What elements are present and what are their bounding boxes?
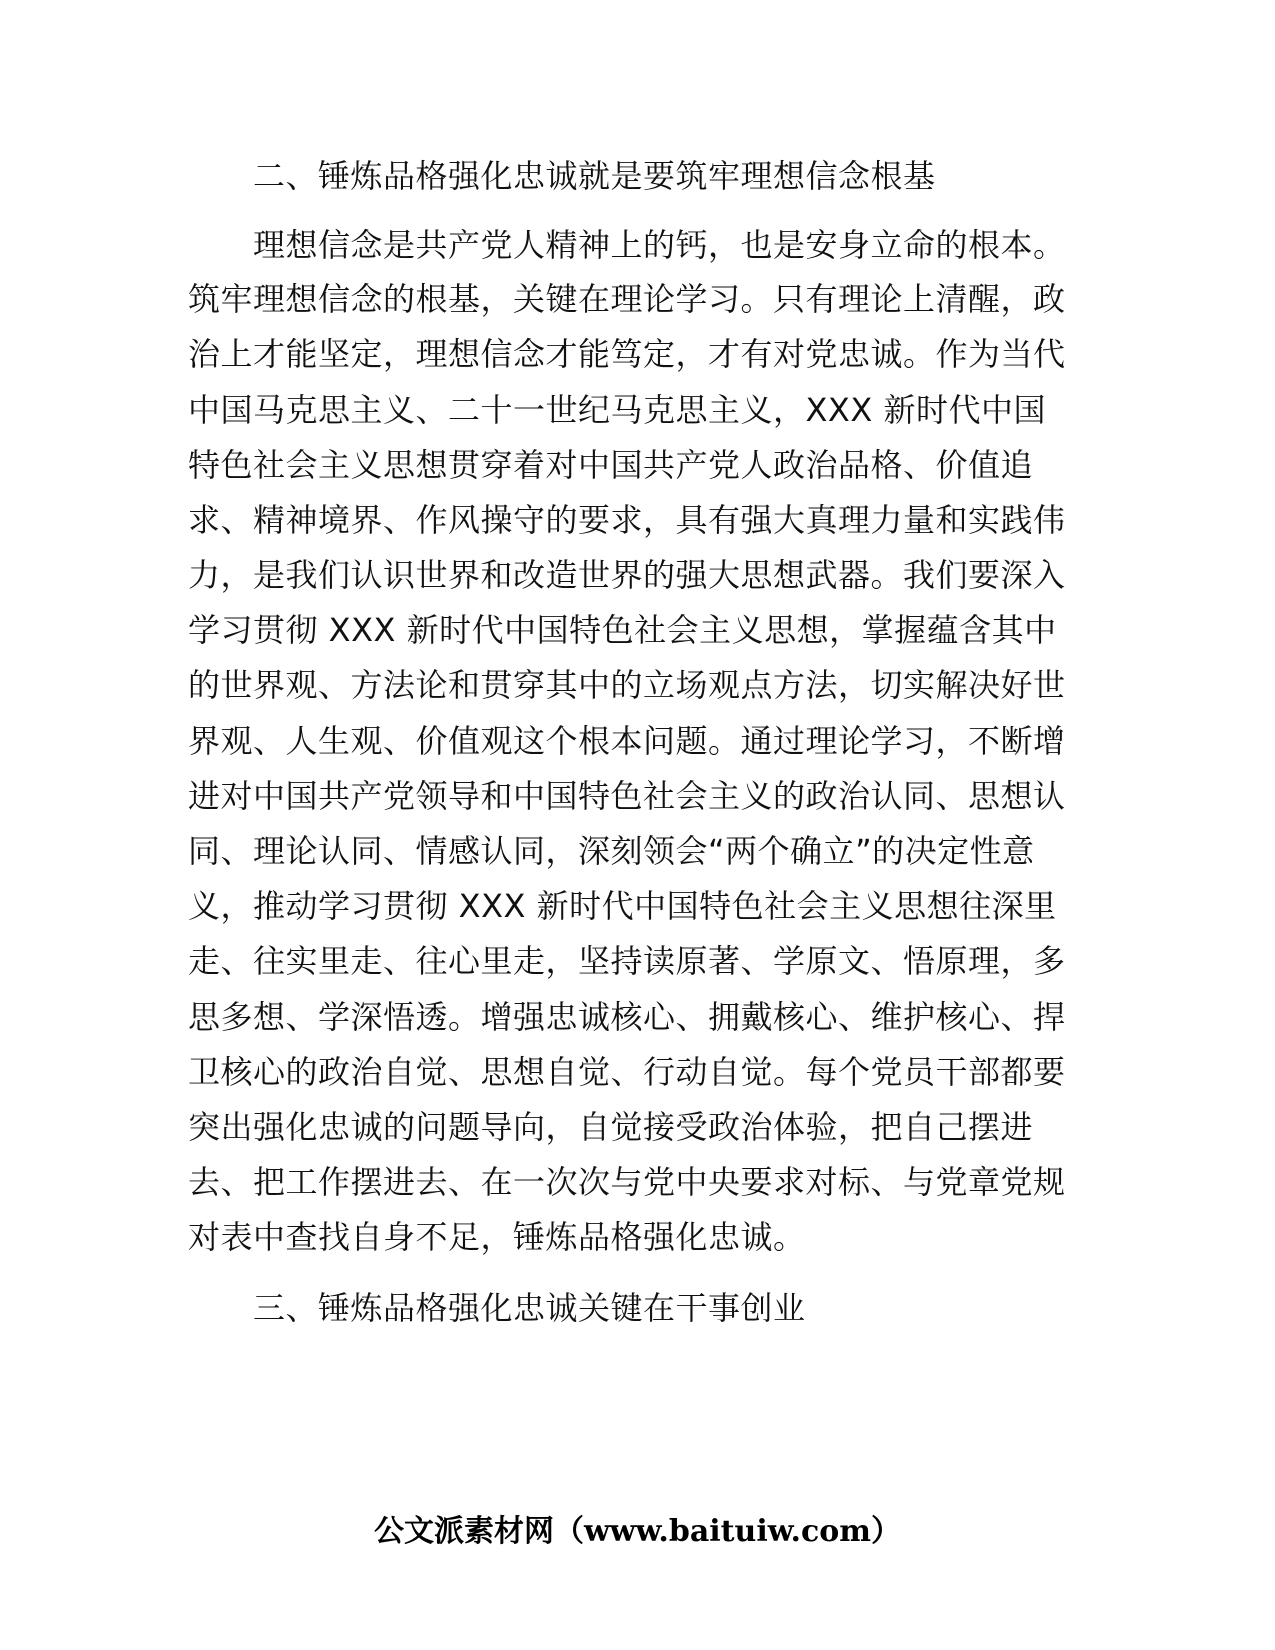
paragraph-line: 同、理论认同、情感认同，深刻领会“两个确立”的决定性意 [188,832,1035,870]
paragraph-line: 筑牢理想信念的根基，关键在理论学习。只有理论上清醒，政 [188,280,1066,318]
page-footer: 公文派素材网（www.baituiw.com） [373,1514,902,1549]
paragraph-line: 义，推动学习贯彻 XXX 新时代中国特色社会主义思想往深里 [188,887,1057,925]
paragraph-line: 特色社会主义思想贯穿着对中国共产党人政治品格、价值追 [188,446,1034,484]
paragraph-line: 治上才能坚定，理想信念才能笃定，才有对党忠诚。作为当代 [188,335,1066,373]
paragraph-line: 理想信念是共产党人精神上的钙，也是安身立命的根本。 [253,226,1066,264]
paragraph-line: 求、精神境界、作风操守的要求，具有强大真理力量和实践伟 [188,501,1066,539]
section-heading-3: 三、锤炼品格强化忠诚关键在干事创业 [253,1289,806,1327]
paragraph-line: 界观、人生观、价值观这个根本问题。通过理论学习，不断增 [188,722,1066,760]
paragraph-line: 对表中查找自身不足，锤炼品格强化忠诚。 [188,1218,806,1256]
paragraph-line: 思多想、学深悟透。增强忠诚核心、拥戴核心、维护核心、捍 [188,998,1066,1036]
paragraph-line: 的世界观、方法论和贯穿其中的立场观点方法，切实解决好世 [188,666,1066,704]
paragraph-line: 中国马克思主义、二十一世纪马克思主义，XXX 新时代中国 [188,391,1046,429]
paragraph-line: 去、把工作摆进去、在一次次与党中央要求对标、与党章党规 [188,1163,1066,1201]
paragraph-line: 学习贯彻 XXX 新时代中国特色社会主义思想，掌握蕴含其中 [188,611,1057,649]
section-heading-2: 二、锤炼品格强化忠诚就是要筑牢理想信念根基 [253,157,936,195]
paragraph-line: 力，是我们认识世界和改造世界的强大思想武器。我们要深入 [188,556,1066,594]
paragraph-line: 卫核心的政治自觉、思想自觉、行动自觉。每个党员干部都要 [188,1053,1066,1091]
paragraph-line: 突出强化忠诚的问题导向，自觉接受政治体验，把自己摆进 [188,1108,1034,1146]
paragraph-line: 进对中国共产党领导和中国特色社会主义的政治认同、思想认 [188,777,1066,815]
paragraph-line: 走、往实里走、往心里走，坚持读原著、学原文、悟原理，多 [188,942,1066,980]
